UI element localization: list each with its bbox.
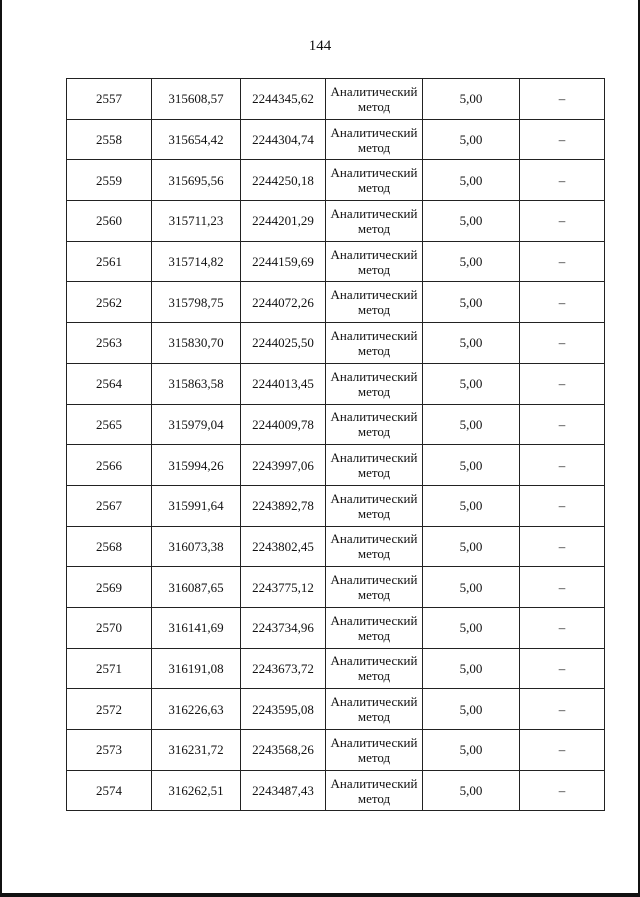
y-coordinate-cell: 2244159,69	[241, 241, 326, 282]
method-cell: Аналитический метод	[326, 241, 423, 282]
y-coordinate-cell: 2243892,78	[241, 485, 326, 526]
y-coordinate-cell: 2243775,12	[241, 567, 326, 608]
coordinates-table	[66, 78, 605, 811]
y-coordinate-cell: 2244009,78	[241, 404, 326, 445]
point-number-cell: 2558	[67, 119, 152, 160]
x-coordinate-cell: 315654,42	[152, 119, 241, 160]
accuracy-cell: 5,00	[423, 607, 520, 648]
table-row	[67, 730, 605, 771]
method-cell: Аналитический метод	[326, 730, 423, 771]
y-coordinate-cell: 2243802,45	[241, 526, 326, 567]
y-coordinate-cell: 2244013,45	[241, 363, 326, 404]
table-row	[67, 485, 605, 526]
point-number-cell: 2568	[67, 526, 152, 567]
x-coordinate-cell: 315991,64	[152, 485, 241, 526]
point-number-cell: 2567	[67, 485, 152, 526]
table-row	[67, 689, 605, 730]
accuracy-cell: 5,00	[423, 119, 520, 160]
x-coordinate-cell: 315714,82	[152, 241, 241, 282]
accuracy-cell: 5,00	[423, 730, 520, 771]
point-number-cell: 2574	[67, 770, 152, 811]
note-cell: –	[520, 445, 605, 486]
note-cell: –	[520, 607, 605, 648]
x-coordinate-cell: 315863,58	[152, 363, 241, 404]
table-row	[67, 323, 605, 364]
method-cell: Аналитический метод	[326, 323, 423, 364]
method-cell: Аналитический метод	[326, 445, 423, 486]
method-cell: Аналитический метод	[326, 607, 423, 648]
table-row	[67, 607, 605, 648]
note-cell: –	[520, 730, 605, 771]
x-coordinate-cell: 316231,72	[152, 730, 241, 771]
accuracy-cell: 5,00	[423, 445, 520, 486]
method-cell: Аналитический метод	[326, 689, 423, 730]
note-cell: –	[520, 323, 605, 364]
method-cell: Аналитический метод	[326, 160, 423, 201]
note-cell: –	[520, 567, 605, 608]
y-coordinate-cell: 2244304,74	[241, 119, 326, 160]
note-cell: –	[520, 201, 605, 242]
method-cell: Аналитический метод	[326, 567, 423, 608]
accuracy-cell: 5,00	[423, 567, 520, 608]
y-coordinate-cell: 2243568,26	[241, 730, 326, 771]
accuracy-cell: 5,00	[423, 241, 520, 282]
point-number-cell: 2573	[67, 730, 152, 771]
accuracy-cell: 5,00	[423, 79, 520, 120]
coordinates-table-body	[67, 79, 605, 811]
accuracy-cell: 5,00	[423, 689, 520, 730]
y-coordinate-cell: 2244250,18	[241, 160, 326, 201]
accuracy-cell: 5,00	[423, 363, 520, 404]
y-coordinate-cell: 2243997,06	[241, 445, 326, 486]
point-number-cell: 2562	[67, 282, 152, 323]
note-cell: –	[520, 241, 605, 282]
note-cell: –	[520, 689, 605, 730]
point-number-cell: 2566	[67, 445, 152, 486]
method-cell: Аналитический метод	[326, 485, 423, 526]
x-coordinate-cell: 316226,63	[152, 689, 241, 730]
table-row	[67, 648, 605, 689]
y-coordinate-cell: 2244201,29	[241, 201, 326, 242]
note-cell: –	[520, 770, 605, 811]
x-coordinate-cell: 316073,38	[152, 526, 241, 567]
accuracy-cell: 5,00	[423, 648, 520, 689]
method-cell: Аналитический метод	[326, 363, 423, 404]
table-row	[67, 201, 605, 242]
accuracy-cell: 5,00	[423, 282, 520, 323]
scan-left-edge	[0, 0, 2, 897]
table-row	[67, 363, 605, 404]
point-number-cell: 2569	[67, 567, 152, 608]
accuracy-cell: 5,00	[423, 160, 520, 201]
y-coordinate-cell: 2243595,08	[241, 689, 326, 730]
x-coordinate-cell: 315994,26	[152, 445, 241, 486]
point-number-cell: 2572	[67, 689, 152, 730]
point-number-cell: 2560	[67, 201, 152, 242]
accuracy-cell: 5,00	[423, 323, 520, 364]
point-number-cell: 2559	[67, 160, 152, 201]
x-coordinate-cell: 315798,75	[152, 282, 241, 323]
table-row	[67, 445, 605, 486]
y-coordinate-cell: 2243734,96	[241, 607, 326, 648]
accuracy-cell: 5,00	[423, 201, 520, 242]
x-coordinate-cell: 315711,23	[152, 201, 241, 242]
accuracy-cell: 5,00	[423, 404, 520, 445]
y-coordinate-cell: 2244025,50	[241, 323, 326, 364]
method-cell: Аналитический метод	[326, 119, 423, 160]
table-row	[67, 282, 605, 323]
y-coordinate-cell: 2243487,43	[241, 770, 326, 811]
y-coordinate-cell: 2244345,62	[241, 79, 326, 120]
note-cell: –	[520, 485, 605, 526]
point-number-cell: 2561	[67, 241, 152, 282]
note-cell: –	[520, 160, 605, 201]
x-coordinate-cell: 315608,57	[152, 79, 241, 120]
table-row	[67, 770, 605, 811]
y-coordinate-cell: 2243673,72	[241, 648, 326, 689]
method-cell: Аналитический метод	[326, 201, 423, 242]
note-cell: –	[520, 363, 605, 404]
table-row	[67, 404, 605, 445]
table-row	[67, 526, 605, 567]
method-cell: Аналитический метод	[326, 79, 423, 120]
note-cell: –	[520, 404, 605, 445]
point-number-cell: 2564	[67, 363, 152, 404]
point-number-cell: 2563	[67, 323, 152, 364]
x-coordinate-cell: 315695,56	[152, 160, 241, 201]
note-cell: –	[520, 282, 605, 323]
method-cell: Аналитический метод	[326, 770, 423, 811]
method-cell: Аналитический метод	[326, 404, 423, 445]
x-coordinate-cell: 316191,08	[152, 648, 241, 689]
note-cell: –	[520, 526, 605, 567]
table-row	[67, 79, 605, 120]
table-row	[67, 241, 605, 282]
x-coordinate-cell: 315830,70	[152, 323, 241, 364]
note-cell: –	[520, 79, 605, 120]
accuracy-cell: 5,00	[423, 770, 520, 811]
table-row	[67, 119, 605, 160]
point-number-cell: 2565	[67, 404, 152, 445]
scan-bottom-edge	[0, 893, 640, 897]
page-number: 144	[308, 38, 332, 54]
x-coordinate-cell: 316141,69	[152, 607, 241, 648]
point-number-cell: 2557	[67, 79, 152, 120]
y-coordinate-cell: 2244072,26	[241, 282, 326, 323]
x-coordinate-cell: 316087,65	[152, 567, 241, 608]
method-cell: Аналитический метод	[326, 648, 423, 689]
point-number-cell: 2570	[67, 607, 152, 648]
accuracy-cell: 5,00	[423, 526, 520, 567]
point-number-cell: 2571	[67, 648, 152, 689]
x-coordinate-cell: 315979,04	[152, 404, 241, 445]
accuracy-cell: 5,00	[423, 485, 520, 526]
note-cell: –	[520, 119, 605, 160]
table-row	[67, 567, 605, 608]
method-cell: Аналитический метод	[326, 282, 423, 323]
x-coordinate-cell: 316262,51	[152, 770, 241, 811]
note-cell: –	[520, 648, 605, 689]
table-row	[67, 160, 605, 201]
method-cell: Аналитический метод	[326, 526, 423, 567]
